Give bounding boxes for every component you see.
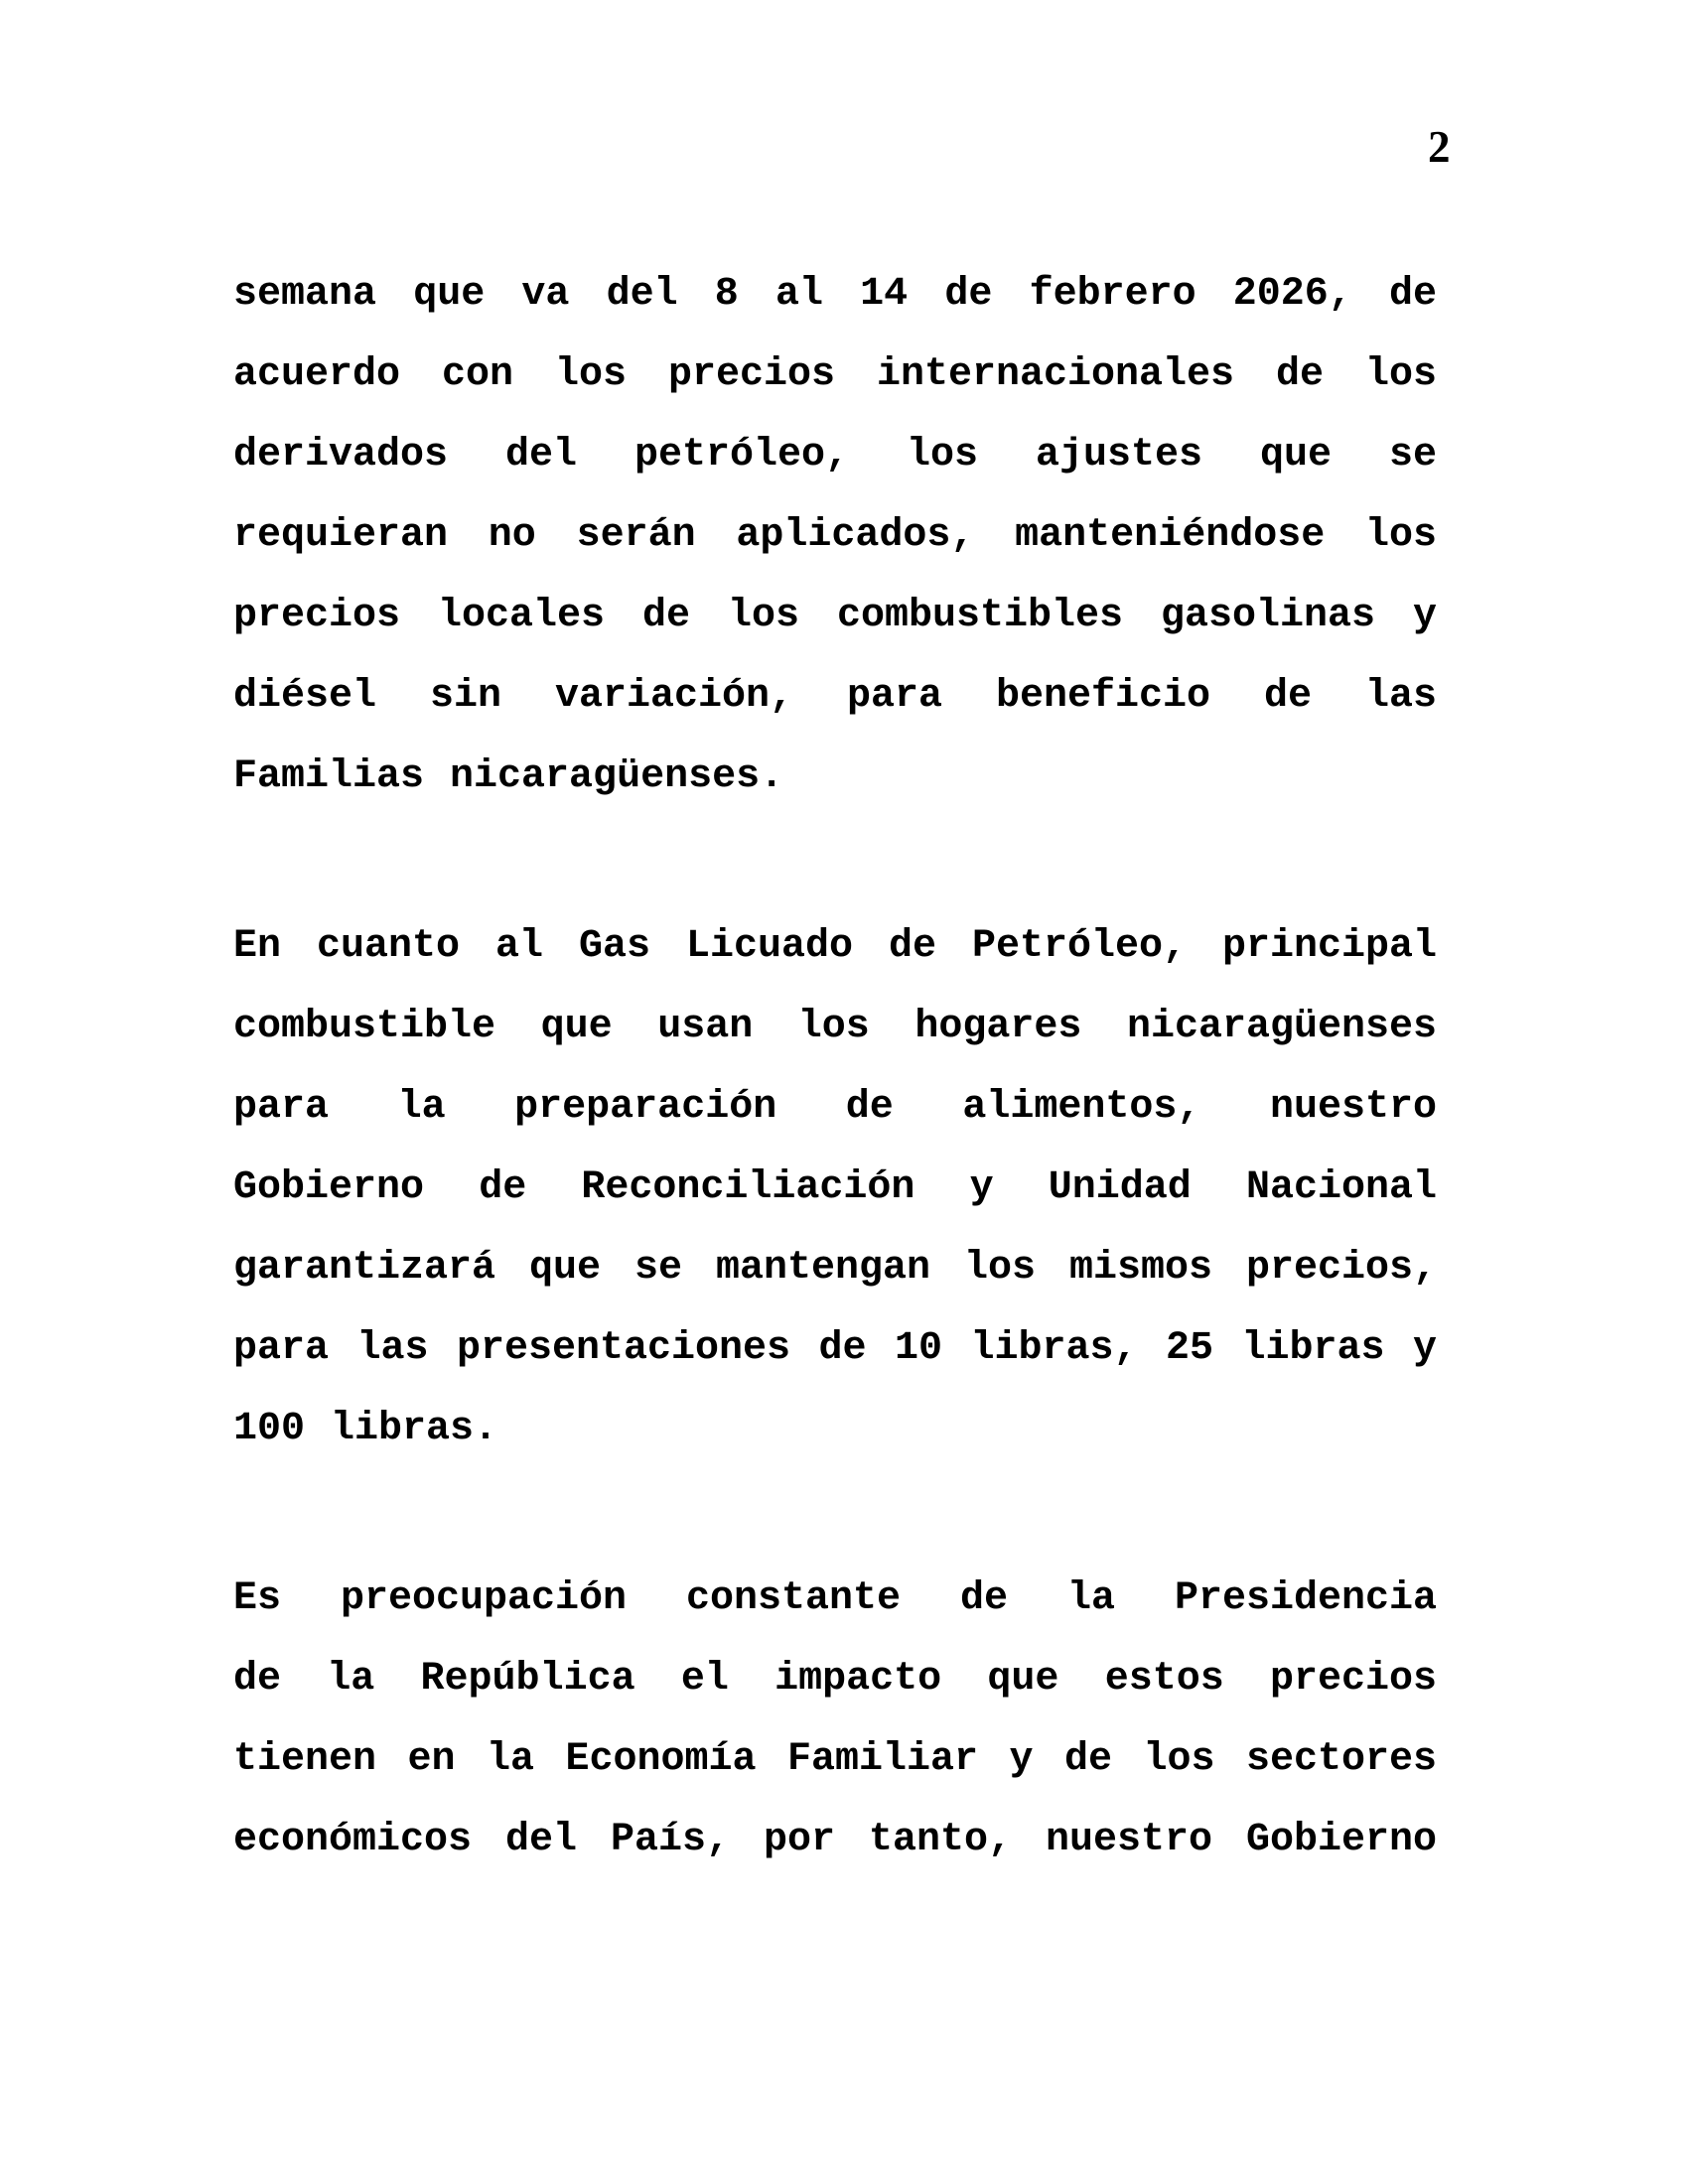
text-line: derivados del petróleo, los ajustes que se <box>233 433 1437 478</box>
text-line: combustible que usan los hogares nicaragüenses <box>233 1005 1437 1049</box>
text-line: económicos del País, por tanto, nuestro Gobierno <box>233 1818 1437 1862</box>
text-line: Gobierno de Reconciliación y Unidad Nacional <box>233 1165 1437 1210</box>
text-line: Es preocupación constante de la Presidencia <box>233 1576 1437 1621</box>
text-line: requieran no serán aplicados, manteniéndose los <box>233 513 1437 558</box>
page-number: 2 <box>1428 122 1451 172</box>
text-line: para las presentaciones de 10 libras, 25 libras y <box>233 1326 1437 1371</box>
document-text-block <box>233 254 1437 1880</box>
text-line: precios locales de los combustibles gasolinas y <box>233 594 1437 638</box>
text-line: tienen en la Economía Familiar y de los sectores <box>233 1737 1437 1782</box>
paragraph-fuel-prices <box>233 254 1437 817</box>
paragraph-lpg <box>233 906 1437 1469</box>
text-line: Familias nicaragüenses. <box>233 754 784 799</box>
text-line: garantizará que se mantengan los mismos precios, <box>233 1246 1437 1291</box>
paragraph-presidency-concern <box>233 1559 1437 1880</box>
text-line: 100 libras. <box>233 1407 498 1451</box>
text-line: diésel sin variación, para beneficio de las <box>233 674 1437 719</box>
text-line: de la República el impacto que estos precios <box>233 1657 1437 1702</box>
text-line: En cuanto al Gas Licuado de Petróleo, principal <box>233 924 1437 969</box>
text-line: para la preparación de alimentos, nuestro <box>233 1085 1437 1130</box>
text-line: acuerdo con los precios internacionales de los <box>233 352 1437 397</box>
text-line: semana que va del 8 al 14 de febrero 2026, de <box>233 272 1437 317</box>
